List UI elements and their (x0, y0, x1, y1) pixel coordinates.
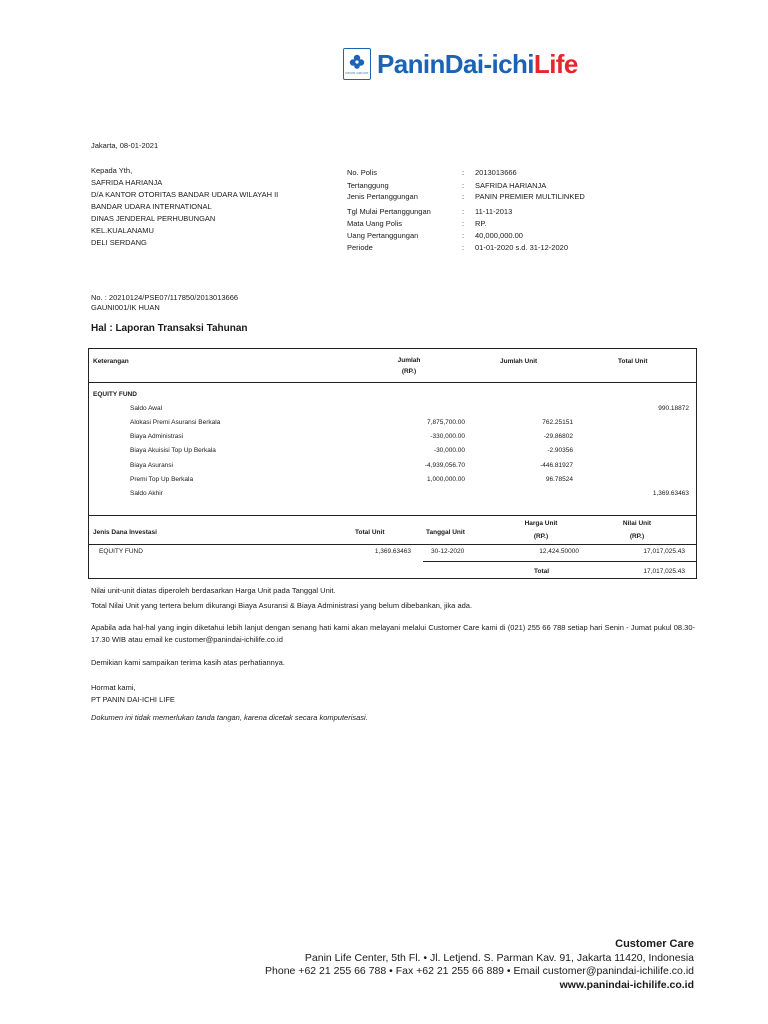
policy-info-value: 40,000,000.00 (475, 231, 523, 240)
summary-header-nilai-currency: (RP.) (629, 533, 645, 540)
logo-wordmark (377, 51, 578, 77)
header-jumlah: Jumlah (397, 357, 421, 364)
policy-info-value: SAFRIDA HARIANJA (475, 181, 547, 190)
summary-fund: EQUITY FUND (99, 548, 143, 555)
saldo-akhir-label: Saldo Akhir (130, 490, 163, 497)
colon: : (462, 181, 465, 190)
policy-info-value: 11-11-2013 (475, 207, 513, 216)
transaction-units: -29.86802 (543, 433, 573, 440)
note-customer-care: Apabila ada hal-hal yang ingin diketahui lebih lanjut dengan senang hati kami akan melayani melalui Customer Care kami di (021) 255 66 788 setiap hari Senin - Jumat pukul 08.30-17.30 WIB atau email ke customer@panindai-ichilife.co.id (91, 623, 695, 644)
colon: : (462, 243, 465, 252)
subject-heading: Hal : Laporan Transaksi Tahunan (91, 323, 248, 334)
policy-info-label: Uang Pertanggungan (347, 231, 419, 240)
policy-info-value: PANIN PREMIER MULTILINKED (475, 192, 585, 201)
saldo-awal-label: Saldo Awal (130, 405, 163, 412)
table-divider (89, 515, 696, 516)
logo-caption: PANIN GROUP (345, 70, 369, 75)
transaction-amount: 7,875,700.00 (427, 419, 465, 426)
transaction-label: Biaya Administrasi (130, 433, 184, 440)
colon: : (462, 231, 465, 240)
summary-header-nilai: Nilai Unit (622, 520, 652, 527)
transaction-units: 762.25151 (542, 419, 573, 426)
recipient-line: DINAS JENDERAL PERHUBUNGAN (91, 214, 216, 223)
total-value: 17,017,025.43 (643, 568, 685, 575)
colon: : (462, 207, 465, 216)
reference-number: No. : 20210124/PSE07/117850/2013013666 (91, 293, 239, 302)
table-divider (89, 382, 696, 383)
date-line: Jakarta, 08-01-2021 (91, 141, 159, 150)
summary-tanggal: 30-12-2020 (431, 548, 465, 555)
policy-info-row (347, 168, 647, 178)
recipient-line: D/A KANTOR OTORITAS BANDAR UDARA WILAYAH II (91, 190, 279, 199)
policy-info-value: 2013013666 (475, 168, 517, 177)
transaction-units: -446.81927 (540, 462, 573, 469)
disclaimer: Dokumen ini tidak memerlukan tanda tangan, karena dicetak secara komputerisasi. (91, 713, 368, 722)
transaction-label: Biaya Asuransi (130, 462, 173, 469)
policy-info-label: Tertanggung (347, 181, 389, 190)
company-logo (343, 46, 578, 82)
total-divider (423, 561, 696, 562)
transaction-units: -2.90356 (547, 447, 573, 454)
policy-info-row (347, 192, 647, 202)
saldo-awal-total: 990.18872 (658, 405, 689, 412)
summary-header-jenis: Jenis Dana Investasi (93, 529, 157, 536)
policy-info-label: Periode (347, 243, 373, 252)
table-divider (89, 544, 696, 545)
policy-info-value: RP. (475, 219, 487, 228)
logo-name-red: Life (533, 49, 578, 79)
policy-info-row (347, 243, 647, 253)
total-label: Total (534, 568, 550, 575)
saldo-akhir-total: 1,369.63463 (652, 490, 689, 497)
header-jumlah-currency: (RP.) (401, 368, 417, 375)
policy-info-value: 01-01-2020 s.d. 31-12-2020 (475, 243, 568, 252)
policy-info-label: No. Polis (347, 168, 378, 177)
policy-info-label: Mata Uang Polis (347, 219, 403, 228)
colon: : (462, 168, 465, 177)
fund-label: EQUITY FUND (93, 391, 137, 398)
transaction-amount: 1,000,000.00 (427, 476, 465, 483)
summary-total-unit: 1,369.63463 (374, 548, 411, 555)
transaction-label: Biaya Akuisisi Top Up Berkala (130, 447, 216, 454)
summary-header-harga: Harga Unit (524, 520, 558, 527)
transaction-table (88, 348, 697, 579)
policy-info-row (347, 207, 647, 217)
footer-title: Customer Care (615, 938, 694, 950)
transaction-amount: -330,000.00 (430, 433, 465, 440)
summary-header-tanggal: Tanggal Unit (426, 529, 465, 536)
closing-salutation: Hormat kami, (91, 683, 136, 692)
summary-nilai: 17,017,025.43 (643, 548, 685, 555)
note-total-value: Total Nilai Unit yang tertera belum dikurangi Biaya Asuransi & Biaya Administrasi yang belum dibebankan, jika ada. (91, 601, 473, 610)
recipient-line: SAFRIDA HARIANJA (91, 178, 163, 187)
footer-website-link[interactable]: www.panindai-ichilife.co.id (559, 979, 694, 991)
policy-info-label: Tgl Mulai Pertanggungan (347, 207, 431, 216)
panin-group-mark (343, 48, 371, 80)
policy-info-row (347, 231, 647, 241)
company-signature: PT PANIN DAI-ICHI LIFE (91, 695, 175, 704)
transaction-label: Alokasi Premi Asuransi Berkala (130, 419, 221, 426)
transaction-units: 96.78524 (545, 476, 573, 483)
transaction-label: Premi Top Up Berkala (130, 476, 194, 483)
summary-harga: 12,424.50000 (539, 548, 579, 555)
reference-code: GAUNI001/IK HUAN (91, 303, 160, 312)
policy-info-label: Jenis Pertanggungan (347, 192, 418, 201)
recipient-line: BANDAR UDARA INTERNATIONAL (91, 202, 212, 211)
footer-contact: Phone +62 21 255 66 788 • Fax +62 21 255 66 889 • Email customer@panindai-ichilife.co.id (265, 965, 694, 977)
recipient-line: DELI SERDANG (91, 238, 147, 247)
note-unit-values: Nilai unit-unit diatas diperoleh berdasarkan Harga Unit pada Tanggal Unit. (91, 586, 336, 595)
header-keterangan: Keterangan (93, 358, 129, 365)
header-total-unit: Total Unit (618, 358, 648, 365)
flower-logo-icon (349, 54, 365, 70)
colon: : (462, 192, 465, 201)
logo-name-blue: PaninDai-ichi (377, 49, 534, 79)
transaction-amount: -30,000.00 (433, 447, 465, 454)
summary-header-harga-currency: (RP.) (533, 533, 549, 540)
header-jumlah-unit: Jumlah Unit (500, 358, 538, 365)
summary-header-total-unit: Total Unit (355, 529, 385, 536)
footer-address: Panin Life Center, 5th Fl. • Jl. Letjend. S. Parman Kav. 91, Jakarta 11420, Indonesia (304, 952, 694, 964)
policy-info-row (347, 181, 647, 191)
transaction-amount: -4,939,056.70 (424, 462, 465, 469)
note-thanks: Demikian kami sampaikan terima kasih atas perhatiannya. (91, 658, 285, 667)
policy-info-row (347, 219, 647, 229)
footer (262, 938, 694, 992)
recipient-greeting: Kepada Yth, (91, 166, 133, 175)
colon: : (462, 219, 465, 228)
recipient-line: KEL.KUALANAMU (91, 226, 154, 235)
